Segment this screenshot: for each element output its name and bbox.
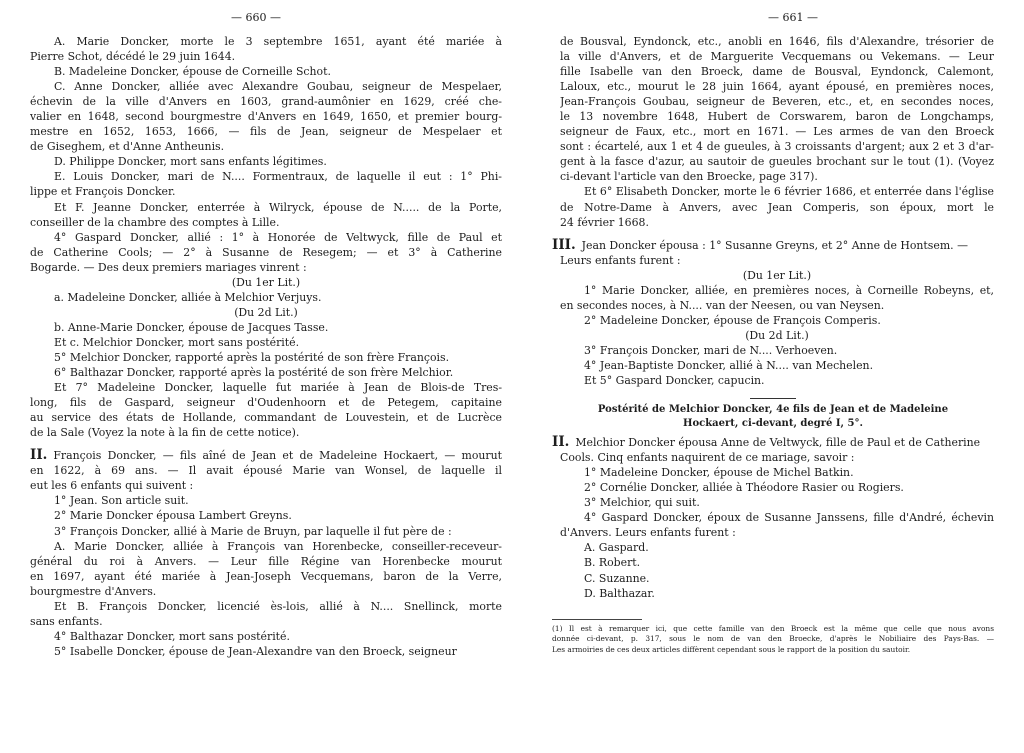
- section-iii-first-line: [552, 238, 994, 253]
- text-line: C. Anne Doncker, alliée avec Alexandre Goubau, seigneur de Mespelaer,: [54, 80, 502, 94]
- text-line: 4° Gaspard Doncker, allié : 1° à Honorée de Veltwyck, fille de Paul et: [54, 230, 502, 244]
- text-line: lippe et François Doncker.: [30, 185, 176, 199]
- text-line: Laloux, etc., mourut le 28 juin 1664, ayant épousé, en premières noces,: [560, 80, 994, 94]
- text-line: 2° Madeleine Doncker, épouse de François Comperis.: [584, 313, 881, 327]
- section-text: Jean Doncker épousa : 1° Susanne Greyns, et 2° Anne de Hontsem. —: [581, 238, 968, 252]
- text-line: valier en 1648, second bourgmestre d'Anvers en 1649, 1650, et premier bourg-: [30, 110, 502, 124]
- text-line: B. Madeleine Doncker, épouse de Corneille Schot.: [54, 65, 331, 79]
- text-line: la ville d'Anvers, et de Marguerite Vecquemans ou Vekemans. — Leur: [560, 50, 994, 64]
- text-line: gent à la fasce d'azur, au sautoir de gueules brochant sur le tout (1). (Voyez: [560, 155, 994, 169]
- text-line: b. Anne-Marie Doncker, épouse de Jacques Tasse.: [54, 320, 329, 334]
- text-line: E. Louis Doncker, mari de N.... Formentraux, de laquelle il eut : 1° Phi-: [54, 170, 502, 184]
- section-heading-line2: Hockaert, ci-devant, degré I, 5°.: [683, 418, 863, 430]
- section-iii-body: [560, 253, 994, 388]
- text-line: Et F. Jeanne Doncker, enterrée à Wilryck, épouse de N..... de la Porte,: [54, 200, 502, 214]
- page-number: — 660 —: [231, 11, 281, 24]
- right-top-body: [560, 34, 994, 230]
- text-line: en 1697, ayant été mariée à Jean-Joseph Vecquemans, baron de la Verre,: [30, 569, 502, 583]
- text-line: 1° Madeleine Doncker, épouse de Michel Batkin.: [584, 466, 854, 480]
- text-line: 1° Jean. Son article suit.: [54, 494, 189, 508]
- section-text: Melchior Doncker épousa Anne de Veltwyck, fille de Paul et de Catherine: [575, 436, 981, 450]
- footnote-line: Les armoiries de ces deux articles diffèrent cependant sous le rapport de la position du sautoir.: [552, 644, 911, 654]
- section-ii-body: [30, 463, 502, 659]
- text-line: en 1622, à 69 ans. — Il avait épousé Marie van Wonsel, de laquelle il: [30, 464, 502, 478]
- text-line: Bogarde. — Des deux premiers mariages vinrent :: [30, 260, 307, 274]
- text-line: eut les 6 enfants qui suivent :: [30, 479, 194, 493]
- section-heading-line1: Postérité de Melchior Doncker, 4e fils de Jean et de Madeleine: [597, 404, 949, 416]
- footnote-line: donnée ci-devant, p. 317, sous le nom de van den Broecke, d'après le Nobiliaire des Pays-Bas. —: [552, 634, 994, 644]
- text-line: 2° Cornélie Doncker, alliée à Théodore Rasier ou Rogiers.: [584, 481, 904, 495]
- text-line: 3° Melchior, qui suit.: [584, 496, 700, 510]
- left-body: [30, 34, 502, 440]
- section-numeral: III.: [552, 237, 576, 253]
- section-text: François Doncker, — fils aîné de Jean et de Madeleine Hockaert, — mourut: [53, 449, 502, 463]
- text-line: échevin de la ville d'Anvers en 1603, grand-aumônier en 1629, créé che-: [30, 95, 502, 109]
- marriage-heading: (Du 2d Lit.): [745, 328, 809, 342]
- right-page: [512, 0, 1024, 753]
- footnote-line: (1) Il est à remarquer ici, que cette famille van den Broeck est la même que celle que nous avons: [552, 623, 994, 633]
- text-line: 24 février 1668.: [560, 215, 649, 229]
- text-line: A. Marie Doncker, morte le 3 septembre 1651, ayant été mariée à: [54, 35, 502, 48]
- text-line: a. Madeleine Doncker, alliée à Melchior Verjuys.: [54, 290, 322, 304]
- text-line: 4° Balthazar Doncker, mort sans postérité.: [54, 629, 290, 643]
- text-line: de Bousval, Eyndonck, etc., anobli en 1646, fils d'Alexandre, trésorier de: [560, 35, 994, 48]
- text-line: D. Philippe Doncker, mort sans enfants légitimes.: [54, 155, 327, 169]
- text-line: général du roi à Anvers. — Leur fille Régine van Horenbecke mourut: [30, 554, 502, 568]
- text-line: 2° Marie Doncker épousa Lambert Greyns.: [54, 509, 292, 523]
- text-line: Leurs enfants furent :: [560, 253, 681, 267]
- text-line: d'Anvers. Leurs enfants furent :: [560, 526, 736, 540]
- section-divider: [750, 398, 796, 399]
- text-line: Et c. Melchior Doncker, mort sans postérité.: [54, 335, 300, 349]
- text-line: au service des états de Hollande, commandant de Louvestein, et de Lucrèce: [30, 411, 502, 425]
- text-line: de Giseghem, et d'Anne Antheunis.: [30, 140, 225, 154]
- text-line: A. Marie Doncker, alliée à François van Horenbecke, conseiller-receveur-: [54, 539, 502, 553]
- text-line: D. Balthazar.: [584, 586, 655, 600]
- marriage-heading: (Du 1er Lit.): [231, 275, 301, 289]
- text-line: 5° Melchior Doncker, rapporté après la postérité de son frère François.: [54, 350, 450, 364]
- text-line: long, fils de Gaspard, seigneur d'Oudenhoorn et de Petegem, capitaine: [30, 396, 502, 410]
- text-line: de Catherine Cools; — 2° à Susanne de Resegem; — et 3° à Catherine: [30, 245, 502, 259]
- text-line: 3° François Doncker, allié à Marie de Bruyn, par laquelle il fut père de :: [54, 524, 452, 538]
- text-line: Et 6° Elisabeth Doncker, morte le 6 février 1686, et enterrée dans l'église: [584, 185, 994, 199]
- text-line: sans enfants.: [30, 614, 103, 628]
- text-line: 6° Balthazar Doncker, rapporté après la postérité de son frère Melchior.: [54, 366, 454, 380]
- text-line: le 13 novembre 1648, Hubert de Corswarem, baron de Longchamps,: [560, 110, 994, 124]
- text-line: sont : écartelé, aux 1 et 4 de gueules, à 3 croissants d'argent; aux 2 et 3 d'ar-: [560, 140, 994, 154]
- section-ii-first-line: [30, 448, 502, 463]
- marriage-heading: (Du 2d Lit.): [234, 305, 298, 319]
- text-line: Jean-François Goubau, seigneur de Beveren, etc., et, en secondes noces,: [560, 95, 994, 109]
- text-line: mestre en 1652, 1653, 1666, — fils de Jean, seigneur de Mespelaer et: [30, 125, 502, 139]
- text-line: Et B. François Doncker, licencié ès-lois, allié à N.... Snellinck, morte: [54, 599, 502, 613]
- text-line: Et 5° Gaspard Doncker, capucin.: [584, 374, 765, 388]
- text-line: ci-devant l'article van den Broecke, page 317).: [560, 170, 818, 184]
- footnote-rule: [552, 619, 642, 620]
- text-line: 1° Marie Doncker, alliée, en premières noces, à Corneille Robeyns, et,: [584, 283, 994, 297]
- text-line: C. Suzanne.: [584, 571, 650, 585]
- text-line: de Notre-Dame à Anvers, avec Jean Comperis, son époux, mort le: [560, 200, 994, 214]
- text-line: Pierre Schot, décédé le 29 juin 1644.: [30, 50, 236, 64]
- text-line: B. Robert.: [584, 556, 641, 570]
- text-line: Et 7° Madeleine Doncker, laquelle fut mariée à Jean de Blois-de Tres-: [54, 381, 502, 395]
- section-numeral: II.: [552, 435, 570, 451]
- section-ii-first-line: [552, 435, 994, 450]
- footnote: [552, 624, 994, 656]
- text-line: bourgmestre d'Anvers.: [30, 584, 157, 598]
- page-number: — 661 —: [768, 11, 818, 24]
- text-line: de la Sale (Voyez la note à la fin de cette notice).: [30, 426, 300, 440]
- text-line: fille Isabelle van den Broeck, dame de Bousval, Eyndonck, Calemont,: [560, 65, 994, 79]
- text-line: 4° Jean-Baptiste Doncker, allié à N.... van Mechelen.: [584, 358, 874, 372]
- text-line: 5° Isabelle Doncker, épouse de Jean-Alexandre van den Broeck, seigneur: [54, 644, 457, 658]
- text-line: A. Gaspard.: [584, 541, 649, 555]
- text-line: 4° Gaspard Doncker, époux de Susanne Janssens, fille d'André, échevin: [584, 511, 994, 525]
- section-numeral: II.: [30, 448, 48, 464]
- text-line: 3° François Doncker, mari de N.... Verhoeven.: [584, 343, 838, 357]
- text-line: conseiller de la chambre des comptes à Lille.: [30, 215, 280, 229]
- marriage-heading: (Du 1er Lit.): [742, 268, 812, 282]
- section-ii-body: [560, 450, 994, 600]
- text-line: Cools. Cinq enfants naquirent de ce mariage, savoir :: [560, 451, 855, 465]
- text-line: en secondes noces, à N.... van der Neesen, ou van Neysen.: [560, 298, 885, 312]
- text-line: seigneur de Faux, etc., mort en 1671. — Les armes de van den Broeck: [560, 125, 994, 139]
